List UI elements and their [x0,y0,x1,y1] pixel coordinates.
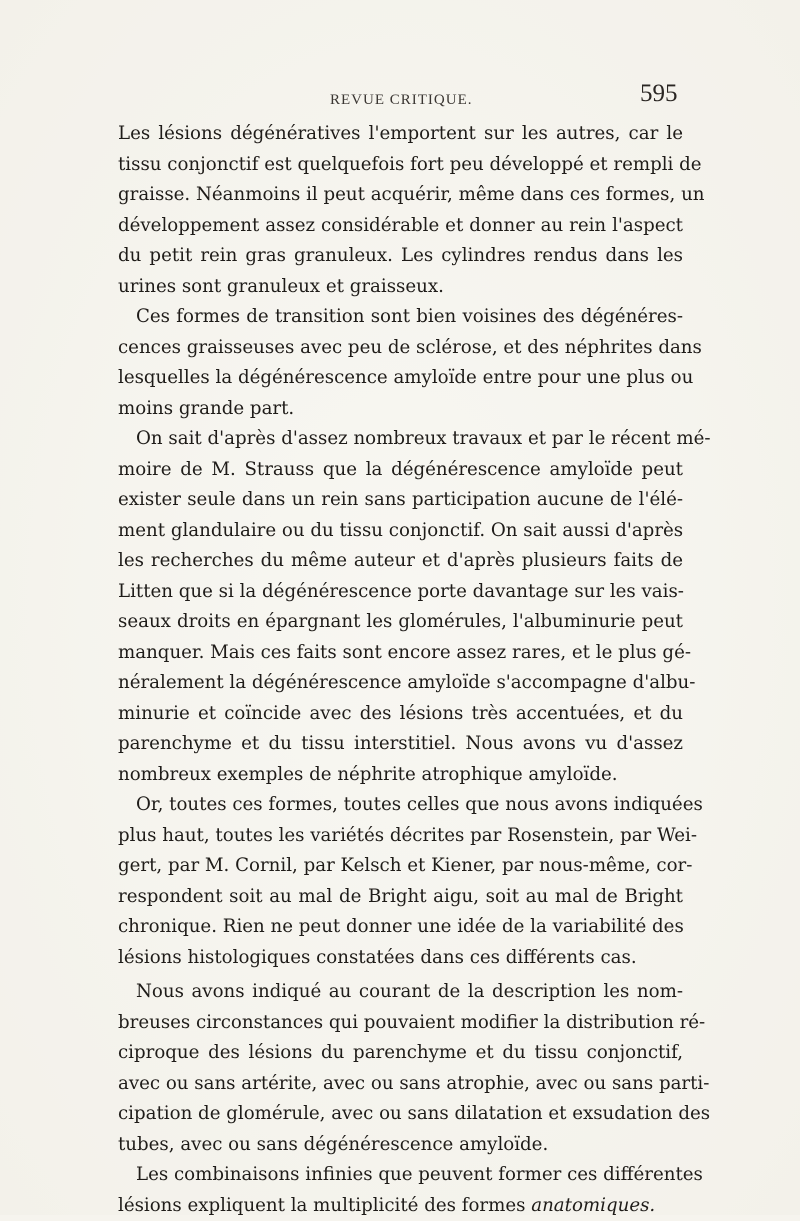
text-line: gert, par M. Cornil, par Kelsch et Kiener, par nous-même, cor- [118,851,683,882]
text-line: chronique. Rien ne peut donner une idée de la variabilité des [118,912,683,943]
text-line: néralement la dégénérescence amyloïde s'accompagne d'albu- [118,668,683,699]
text-line: breuses circonstances qui pouvaient modifier la distribution ré- [118,1008,683,1039]
text-line: Ces formes de transition sont bien voisines des dégénéres- [118,302,683,333]
text-line: seaux droits en épargnant les glomérules, l'albuminurie peut [118,607,683,638]
text-line: cences graisseuses avec peu de sclérose, et des néphrites dans [118,333,683,364]
italic-word: anatomiques. [531,1195,655,1216]
text-line: graisse. Néanmoins il peut acquérir, même dans ces formes, un [118,180,683,211]
text-line: parenchyme et du tissu interstitiel. Nous avons vu d'assez [118,729,683,760]
text-line: Nous avons indiqué au courant de la description les nom- [118,977,683,1008]
text-line: lesquelles la dégénérescence amyloïde entre pour une plus ou [118,363,683,394]
text-line: ment glandulaire ou du tissu conjonctif. On sait aussi d'après [118,516,683,547]
final-line-text: lésions expliquent la multiplicité des formes [118,1195,525,1216]
text-line: Les combinaisons infinies que peuvent former ces différentes [118,1160,683,1191]
text-line: Litten que si la dégénérescence porte davantage sur les vais- [118,577,683,608]
text-line: Les lésions dégénératives l'emportent sur les autres, car le [118,119,683,150]
text-line: manquer. Mais ces faits sont encore assez rares, et le plus gé- [118,638,683,669]
text-line: Or, toutes ces formes, toutes celles que nous avons indiquées [118,790,683,821]
text-line: nombreux exemples de néphrite atrophique amyloïde. [118,760,683,791]
text-line: du petit rein gras granuleux. Les cylindres rendus dans les [118,241,683,272]
final-text-line [118,1191,683,1221]
text-line: urines sont granuleux et graisseux. [118,272,683,303]
text-line: cipation de glomérule, avec ou sans dilatation et exsudation des [118,1099,683,1130]
text-line: ciproque des lésions du parenchyme et du tissu conjonctif, [118,1038,683,1069]
text-line: plus haut, toutes les variétés décrites par Rosenstein, par Wei- [118,821,683,852]
text-line: avec ou sans artérite, avec ou sans atrophie, avec ou sans parti- [118,1069,683,1100]
text-line: lésions histologiques constatées dans ces différents cas. [118,943,683,974]
text-line: tubes, avec ou sans dégénérescence amyloïde. [118,1130,683,1161]
body-text [118,119,683,1221]
text-line: développement assez considérable et donner au rein l'aspect [118,211,683,242]
page-number: 595 [640,80,678,108]
text-line: moire de M. Strauss que la dégénérescence amyloïde peut [118,455,683,486]
text-line: tissu conjonctif est quelquefois fort peu développé et rempli de [118,150,683,181]
text-line: exister seule dans un rein sans participation aucune de l'élé- [118,485,683,516]
running-title: REVUE CRITIQUE. [330,92,473,109]
text-line: moins grande part. [118,394,683,425]
text-line: les recherches du même auteur et d'après plusieurs faits de [118,546,683,577]
text-line: minurie et coïncide avec des lésions très accentuées, et du [118,699,683,730]
text-line: respondent soit au mal de Bright aigu, soit au mal de Bright [118,882,683,913]
text-line: On sait d'après d'assez nombreux travaux et par le récent mé- [118,424,683,455]
